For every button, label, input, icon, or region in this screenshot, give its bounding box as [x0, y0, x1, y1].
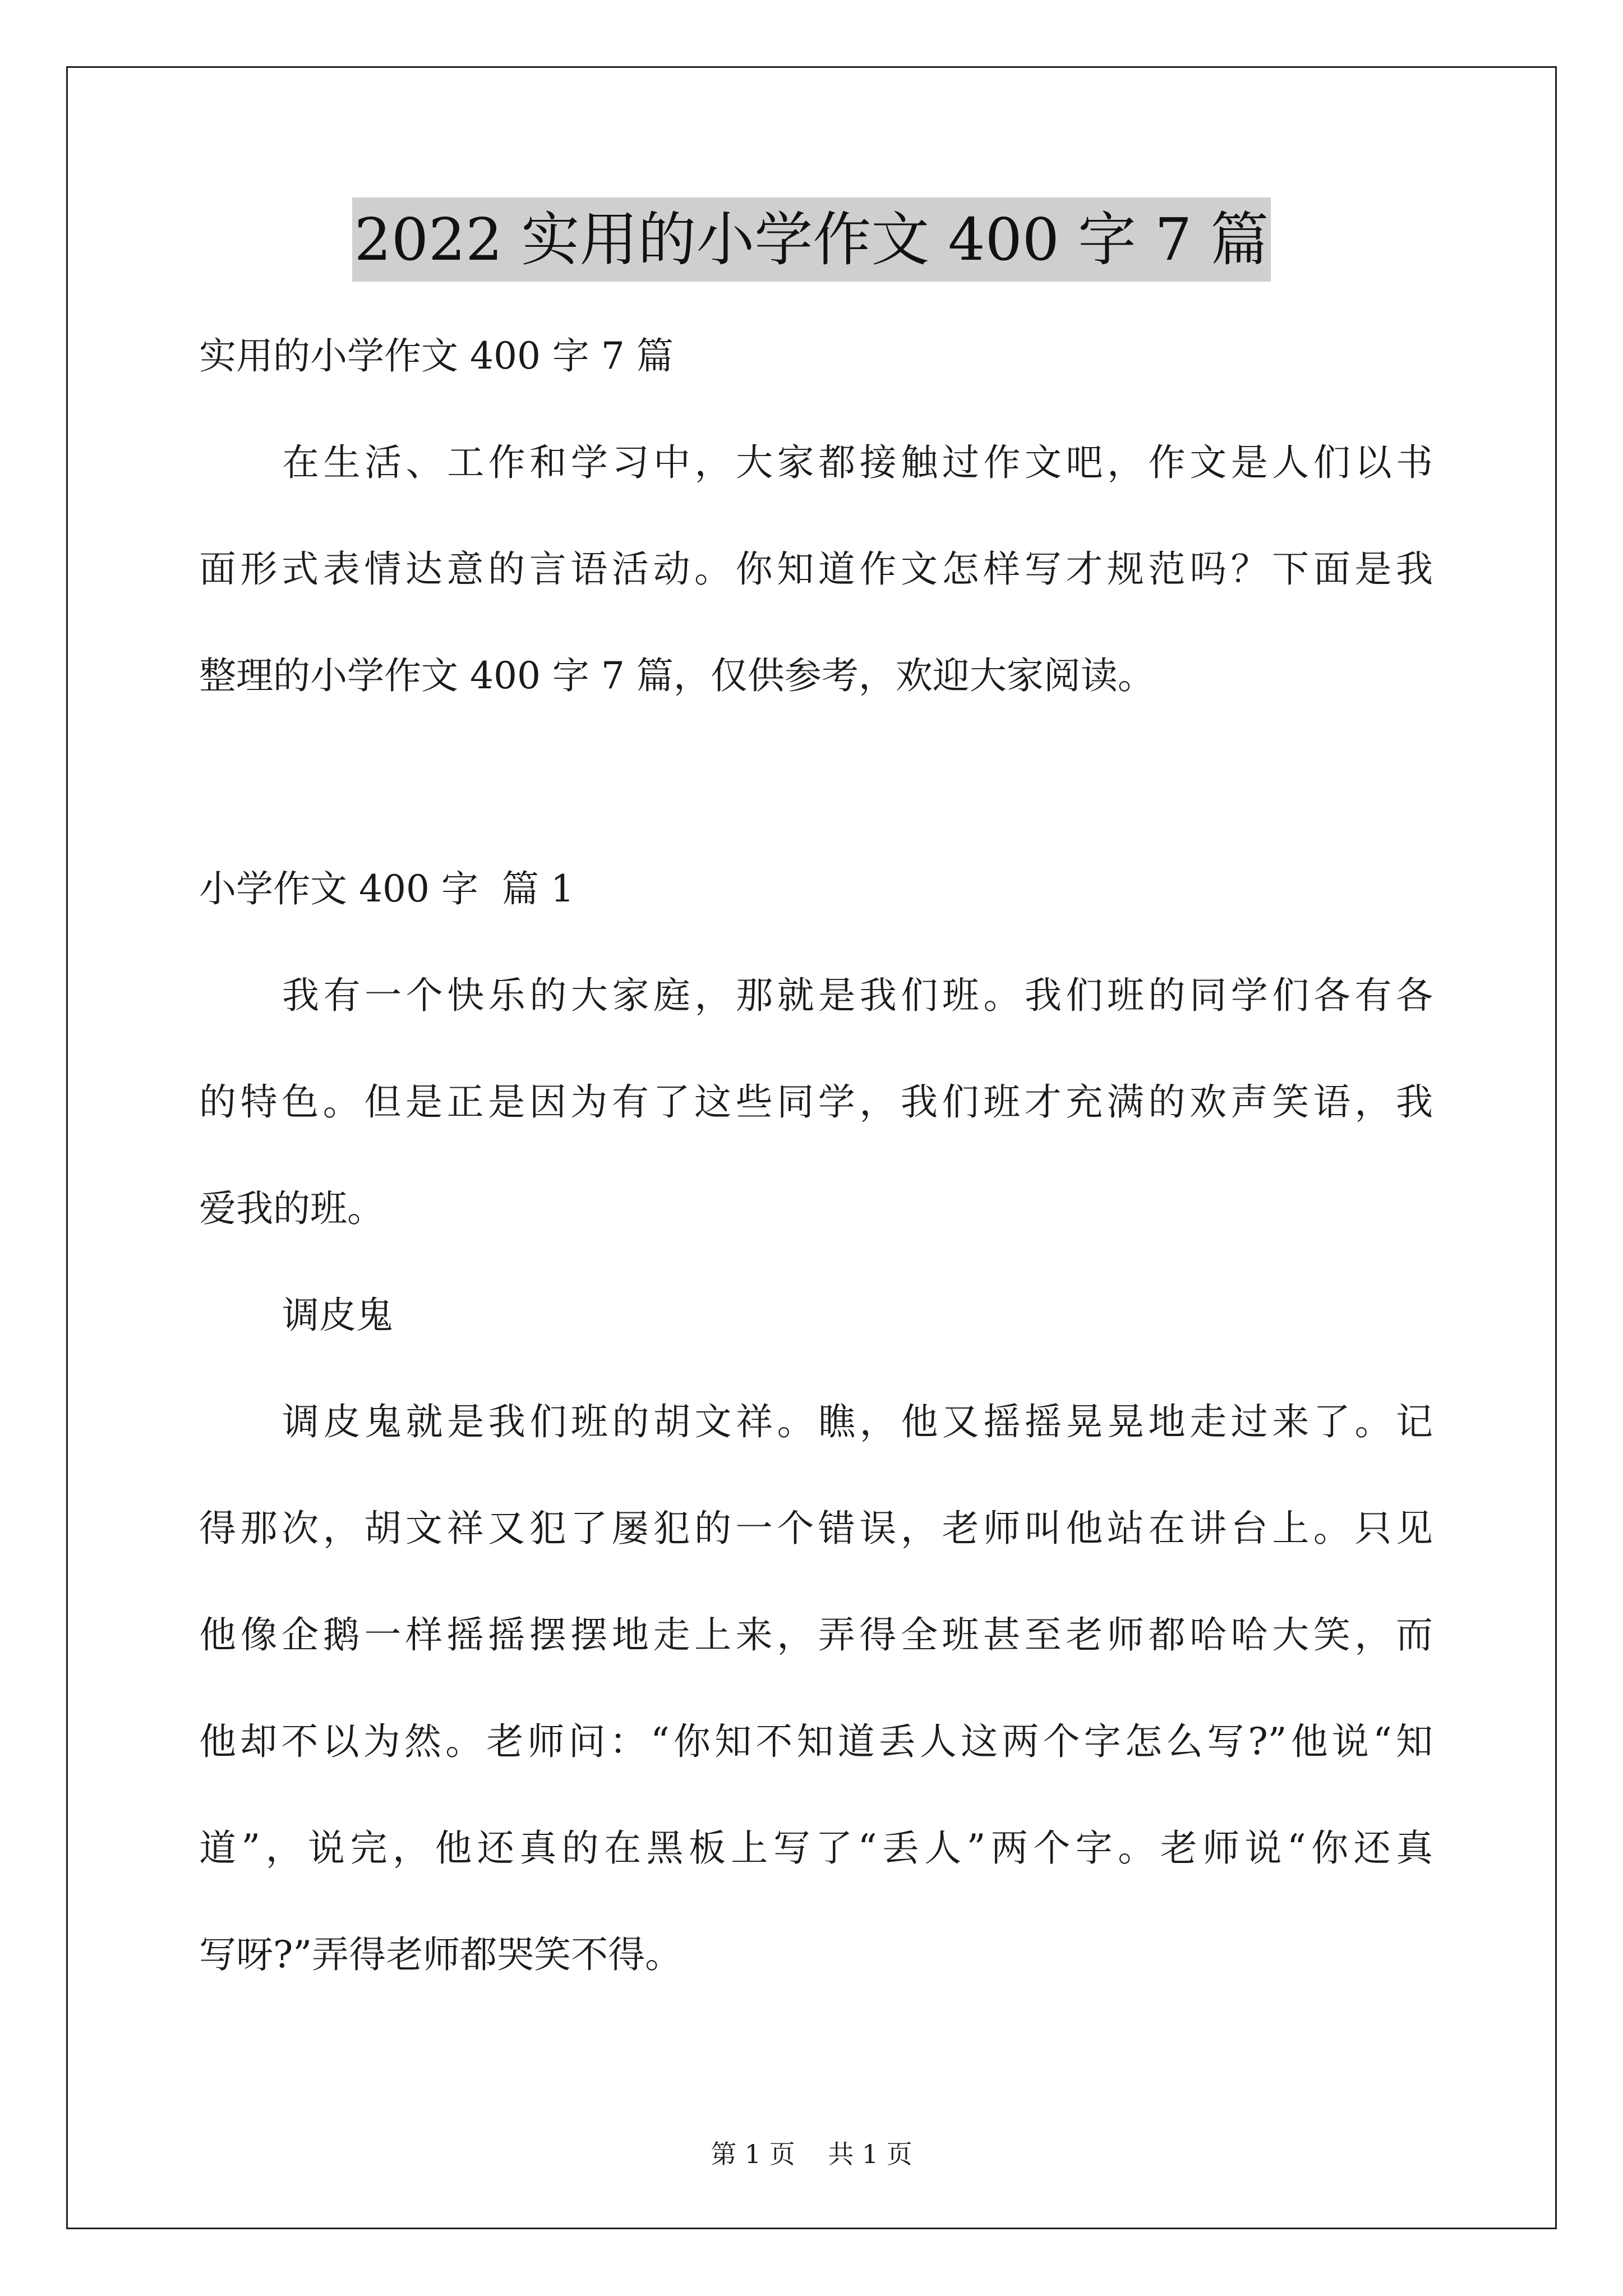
page-number: 第 1 页 共 1 页 — [711, 2139, 912, 2169]
para2-line-1: 调皮鬼就是我们班的胡文祥。瞧，他又摇摇晃晃地走过来了。记 — [282, 1400, 1433, 1443]
document-subtitle: 实用的小学作文 400 字 7 篇 — [199, 334, 674, 378]
section-heading: 小学作文 400 字 篇 1 — [199, 867, 574, 910]
title-container — [0, 197, 1623, 282]
para2-line-3: 他像企鹅一样摇摇摆摆地走上来，弄得全班甚至老师都哈哈大笑，而 — [199, 1613, 1433, 1657]
document-body — [199, 303, 1433, 2008]
para1-line-3: 爱我的班。 — [199, 1187, 384, 1230]
intro-line-3: 整理的小学作文 400 字 7 篇，仅供参考，欢迎大家阅读。 — [199, 654, 1155, 697]
document-title: 2022 实用的小学作文 400 字 7 篇 — [352, 197, 1271, 282]
intro-line-1: 在生活、工作和学习中，大家都接触过作文吧，作文是人们以书 — [282, 441, 1433, 484]
page-footer — [0, 2137, 1623, 2171]
para2-line-6: 写呀?”弄得老师都哭笑不得。 — [199, 1933, 683, 1976]
blank-line — [199, 729, 1433, 836]
para2-line-5: 道”，说完，他还真的在黑板上写了“丢人”两个字。老师说“你还真 — [199, 1826, 1433, 1870]
para2-line-4: 他却不以为然。老师问：“你知不知道丢人这两个字怎么写?”他说“知 — [199, 1720, 1433, 1763]
para1-line-1: 我有一个快乐的大家庭，那就是我们班。我们班的同学们各有各 — [282, 974, 1433, 1017]
subheading: 调皮鬼 — [282, 1294, 393, 1337]
intro-line-2: 面形式表情达意的言语活动。你知道作文怎样写才规范吗？下面是我 — [199, 547, 1433, 591]
para1-line-2: 的特色。但是正是因为有了这些同学，我们班才充满的欢声笑语，我 — [199, 1080, 1433, 1124]
para2-line-2: 得那次，胡文祥又犯了屡犯的一个错误，老师叫他站在讲台上。只见 — [199, 1507, 1433, 1550]
